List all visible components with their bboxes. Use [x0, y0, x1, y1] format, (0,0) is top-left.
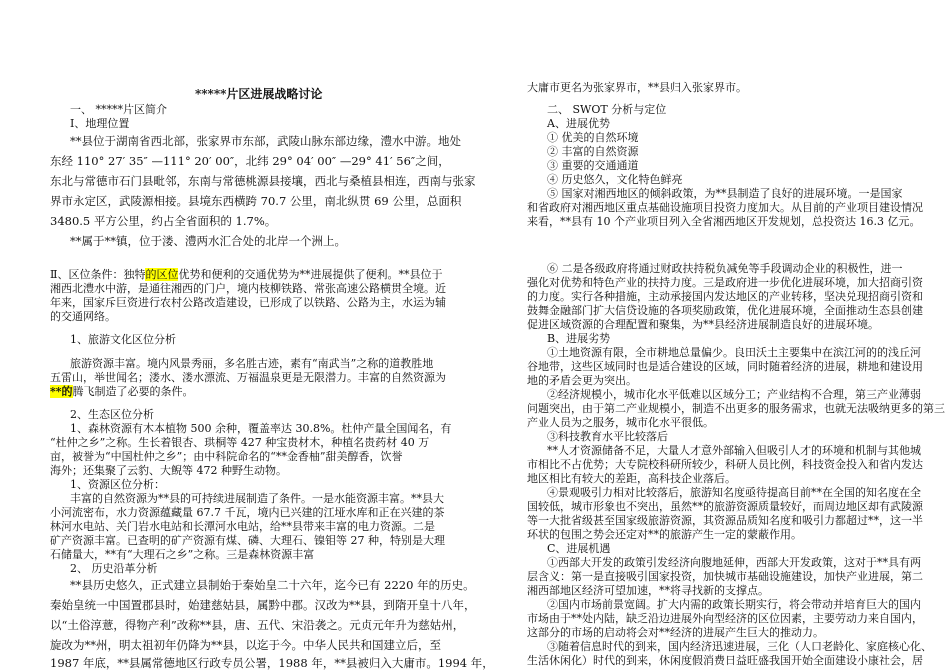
paragraph-line: 这部分的市场的启动将会对**经济的进展产生巨大的推动力。	[527, 626, 824, 639]
paragraph-line: ②国内市场前景宽阔。扩大内需的政策长期实行，将会带动并培育巨大的国内	[547, 598, 921, 611]
list-item: ③ 重要的交通通道	[547, 159, 639, 172]
paragraph-line: 1、森林资源有木本植物 500 余种，覆盖率达 30.8%。杜仲产量全国闻名，有	[70, 422, 452, 435]
list-item: ⑥ 二是各级政府将通过财政扶持税负减免等手段调动企业的积极性，进一	[547, 262, 903, 275]
highlighted-text: **的	[50, 385, 73, 398]
list-item: ④ 历史悠久，文化特色鲜亮	[547, 173, 683, 186]
paragraph-line: 地区相比有较大的差距，高科技企业落后。	[527, 472, 736, 485]
paragraph-line: 亩，被誉为“中国杜仲之乡”；由中科院命名的“**金香柚”甜美醇香，饮誉	[50, 450, 403, 463]
paragraph-line: 旋改为**州，明太祖初年仍降为**县，以迄于今。中华人民共和国建立后，至	[50, 638, 441, 652]
paragraph-line: **的腾飞制造了必要的条件。	[50, 385, 194, 398]
paragraph-line: **属于**镇，位于溇、澧两水汇合处的北岸一个洲上。	[70, 234, 346, 248]
subsection-heading: Ⅰ、地理位置	[70, 117, 130, 130]
paragraph-line: **县位于湖南省西北部，张家界市东部，武陵山脉东部边缘，澧水中游。地处	[70, 134, 461, 148]
paragraph-line: 林河水电站、关门岩水电站和长潭河水电站，给**县带来丰富的电力资源。二是	[50, 520, 435, 533]
paragraph-line: “杜仲之乡”之称。生长着银杏、珙桐等 427 种宝贵材木，种植名贵药材 40 万	[50, 436, 430, 449]
paragraph-line: 和省政府对湘西地区重点基础设施项目投资力度加大。从目前的产业项目建设情况	[527, 201, 923, 214]
subsection-heading: 1、资源区位分析：	[70, 478, 165, 491]
paragraph-line: 以“土俗淳薏，得物产利”改称**县，唐、五代、宋沿袭之。元贞元年升为慈姑州，	[50, 618, 465, 632]
section-heading: 二、 SWOT 分析与定位	[547, 103, 667, 116]
paragraph-line: 地的矛盾会更为突出。	[527, 374, 637, 387]
paragraph-line: 界市永定区，武陵源相接。县境东西横跨 70.7 公里，南北纵贯 69 公里，总面积	[50, 194, 462, 208]
paragraph-line: 的力度。实行各种措施，主动承接国内发达地区的产业转移，坚决兑现招商引资和	[527, 290, 923, 303]
paragraph-line: 来看，**县有 10 个产业项目列入全省湘西地区开发规划，总投资达 16.3 亿元。	[527, 215, 921, 228]
paragraph-line: **县历史悠久，正式建立县制始于秦始皇二十六年，迄今已有 2220 年的历史。	[70, 578, 475, 592]
paragraph-line: 石储量大，**有“大理石之乡”之称。三是森林资源丰富	[50, 548, 315, 561]
paragraph-line: 湘西北澧水中游，是通往湘西的门户，境内枝柳铁路、常张高速公路横贯全境。近	[50, 282, 446, 295]
list-item: ⑤ 国家对湘西地区的倾斜政策，为**县制造了良好的进展环境。一是国家	[547, 187, 903, 200]
highlighted-text: 的区位	[145, 268, 179, 281]
paragraph-line: 生活休闲化）时代的到来，休闲度假消费日益旺盛我国开始全面建设小康社会，居	[527, 654, 923, 667]
paragraph-line: ①土地资源有限，全市耕地总量偏少。良田沃土主要集中在滨江河的的浅丘河	[547, 346, 921, 359]
paragraph-line: ④景观吸引力相对比较落后，旅游知名度亟待提高目前**在全国的知名度在全	[547, 486, 921, 499]
paragraph-line: ③科技教育水平比较落后	[547, 430, 668, 443]
location-paragraph-line: Ⅱ、区位条件：独特的区位优势和便利的交通优势为**进展提供了便利。**县位于	[50, 268, 443, 281]
paragraph-line: 小河流密布，水力资源蕴藏量 67.7 千瓦，境内已兴建的江垭水库和正在兴建的茶	[50, 506, 445, 519]
paragraph-line: 大庸市更名为张家界市，**县归入张家界市。	[527, 81, 747, 94]
paragraph-line: 秦始皇统一中国置郡县时，始建慈姑县，属黔中郡。汉改为**县，到隋开皇十八年，	[50, 598, 476, 612]
paragraph-line: 强化对优势和特色产业的扶持力度。三是政府进一步优化进展环境，加大招商引资	[527, 276, 923, 289]
paragraph-line: 问题突出，由于第二产业规模小，制造不出更多的服务需求，也就无法吸纳更多的第三	[527, 402, 945, 415]
paragraph-line: ①西部大开发的政策引发经济向腹地延伸，西部大开发政策，这对于**具有两	[547, 556, 921, 569]
list-item: ① 优美的自然环境	[547, 131, 639, 144]
paragraph-line: 国较低，城市形象也不突出，虽然**的旅游资源质量较好，而周边地区却有武陵源	[527, 500, 923, 513]
subsection-heading: C、进展机遇	[547, 542, 611, 555]
paragraph-line: 东经 110° 27′ 35″ —111° 20′ 00″，北纬 29° 04′ 00″ —29° 41′ 56″之间，	[50, 154, 450, 168]
paragraph-line: 海外；还集聚了云豹、大鲵等 472 种野生动物。	[50, 464, 287, 477]
paragraph-line: 五雷山，举世闻名；溇水、溇水漂流、万福温泉更是无限潜力。丰富的自然资源为	[50, 371, 446, 384]
paragraph-line: 市相比不占优势；大专院校科研所较少，科研人员比例，科技资金投入和省内发达	[527, 458, 923, 471]
paragraph-line: 1987 年底，**县属常德地区行政专员公署，1988 年，**县被归入大庸市。1994 年，	[50, 656, 494, 670]
subsection-heading: B、进展劣势	[547, 332, 611, 345]
paragraph-line: 丰富的自然资源为**县的可持续进展制造了条件。一是水能资源丰富。**县大	[70, 492, 444, 505]
paragraph-line: 矿产资源丰富。已查明的矿产资源有煤、磷、大理石、镍钼等 27 种，特别是大理	[50, 534, 445, 547]
paragraph-line: 3480.5 平方公里，约占全省面积的 1.7%。	[50, 214, 277, 228]
paragraph-line: 谷地带，这些区域同时也是适合建设的区域，同时随着经济的进展，耕地和建设用	[527, 360, 923, 373]
paragraph-line: 的交通网络。	[50, 310, 116, 323]
paragraph-line: 产业人员为之服务，城市化水平很低。	[527, 416, 714, 429]
document-title: *****片区进展战略讨论	[195, 87, 323, 101]
paragraph-line: 鼓舞金融部门扩大信贷设施的各项奖励政策，优化进展环境，全面推动生态县创建	[527, 304, 923, 317]
list-item: ② 丰富的自然资源	[547, 145, 639, 158]
subsection-heading: 2、生态区位分析	[70, 408, 154, 421]
paragraph-line: ②经济规模小，城市化水平低难以区域分工；产业结构不合理，第三产业薄弱	[547, 388, 921, 401]
paragraph-line: 年来，国家斥巨资进行农村公路改造建设，已形成了以铁路、公路为主，水运为辅	[50, 296, 446, 309]
paragraph-line: 促进区域资源的合理配置和聚集，为**县经济进展制造良好的进展环境。	[527, 318, 879, 331]
paragraph-line: ③随着信息时代的到来，国内经济迅速进展，三化（人口老龄化、家庭核心化、	[547, 640, 932, 653]
subsection-heading: 1、旅游文化区位分析	[70, 333, 176, 346]
paragraph-line: 湘西部地区经济可望加速，**将寻找新的支撑点。	[527, 584, 769, 597]
paragraph-line: 旅游资源丰富。境内风景秀丽，多名胜古迹，素有“南武当”之称的道教胜地	[70, 357, 434, 370]
subsection-heading: 2、 历史沿革分析	[70, 562, 158, 575]
paragraph-line: 环状的包围之势会还定对**的旅游产生一定的蒙蔽作用。	[527, 528, 802, 541]
paragraph-line: 市场由于**处内陆，缺乏沿边进展外向型经济的区位因素，主要劳动力来自国内，	[527, 612, 923, 625]
subsection-heading: A、进展优势	[547, 117, 610, 130]
section-heading: 一、 *****片区简介	[70, 103, 167, 116]
paragraph-line: 层含义：第一是直接吸引国家投资，加快城市基础设施建设，加快产业进展，第二	[527, 570, 923, 583]
paragraph-line: 等一大批省级甚至国家级旅游资源，其资源品质知名度和吸引力都超过**，这一半	[527, 514, 923, 527]
paragraph-line: 东北与常德市石门县毗邻，东南与常德桃源县接壤，西北与桑植县相连，西南与张家	[50, 174, 476, 188]
paragraph-line: **人才资源储备不足，大量人才意外部输入但吸引人才的环境和机制与其他城	[547, 444, 921, 457]
